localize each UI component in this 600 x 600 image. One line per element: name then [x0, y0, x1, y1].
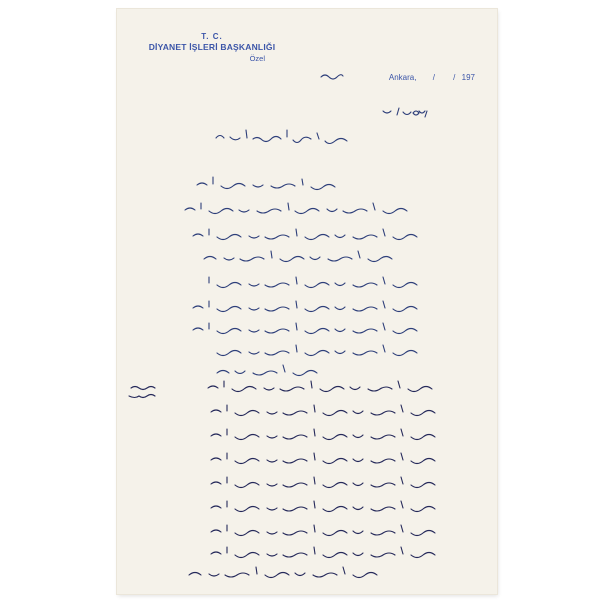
- place-name: Ankara,: [388, 73, 417, 82]
- letterhead-institution: DİYANET İŞLERİ BAŞKANLIĞI: [148, 42, 276, 52]
- letter-page: [117, 9, 497, 594]
- salutation-line: [216, 130, 347, 144]
- paragraph-2: [193, 277, 417, 376]
- paragraph-3: [189, 381, 435, 578]
- letterhead-country: T. C.: [201, 32, 223, 41]
- paragraph-1: [185, 177, 417, 262]
- date-year: 197: [461, 73, 475, 82]
- date-separator-2: /: [453, 73, 456, 82]
- handwritten-date: [383, 108, 427, 117]
- margin-annotation: [125, 382, 159, 404]
- date-separator-1: /: [432, 73, 435, 82]
- handwritten-body: [117, 9, 497, 594]
- letterhead-private-label: Özel: [249, 54, 265, 63]
